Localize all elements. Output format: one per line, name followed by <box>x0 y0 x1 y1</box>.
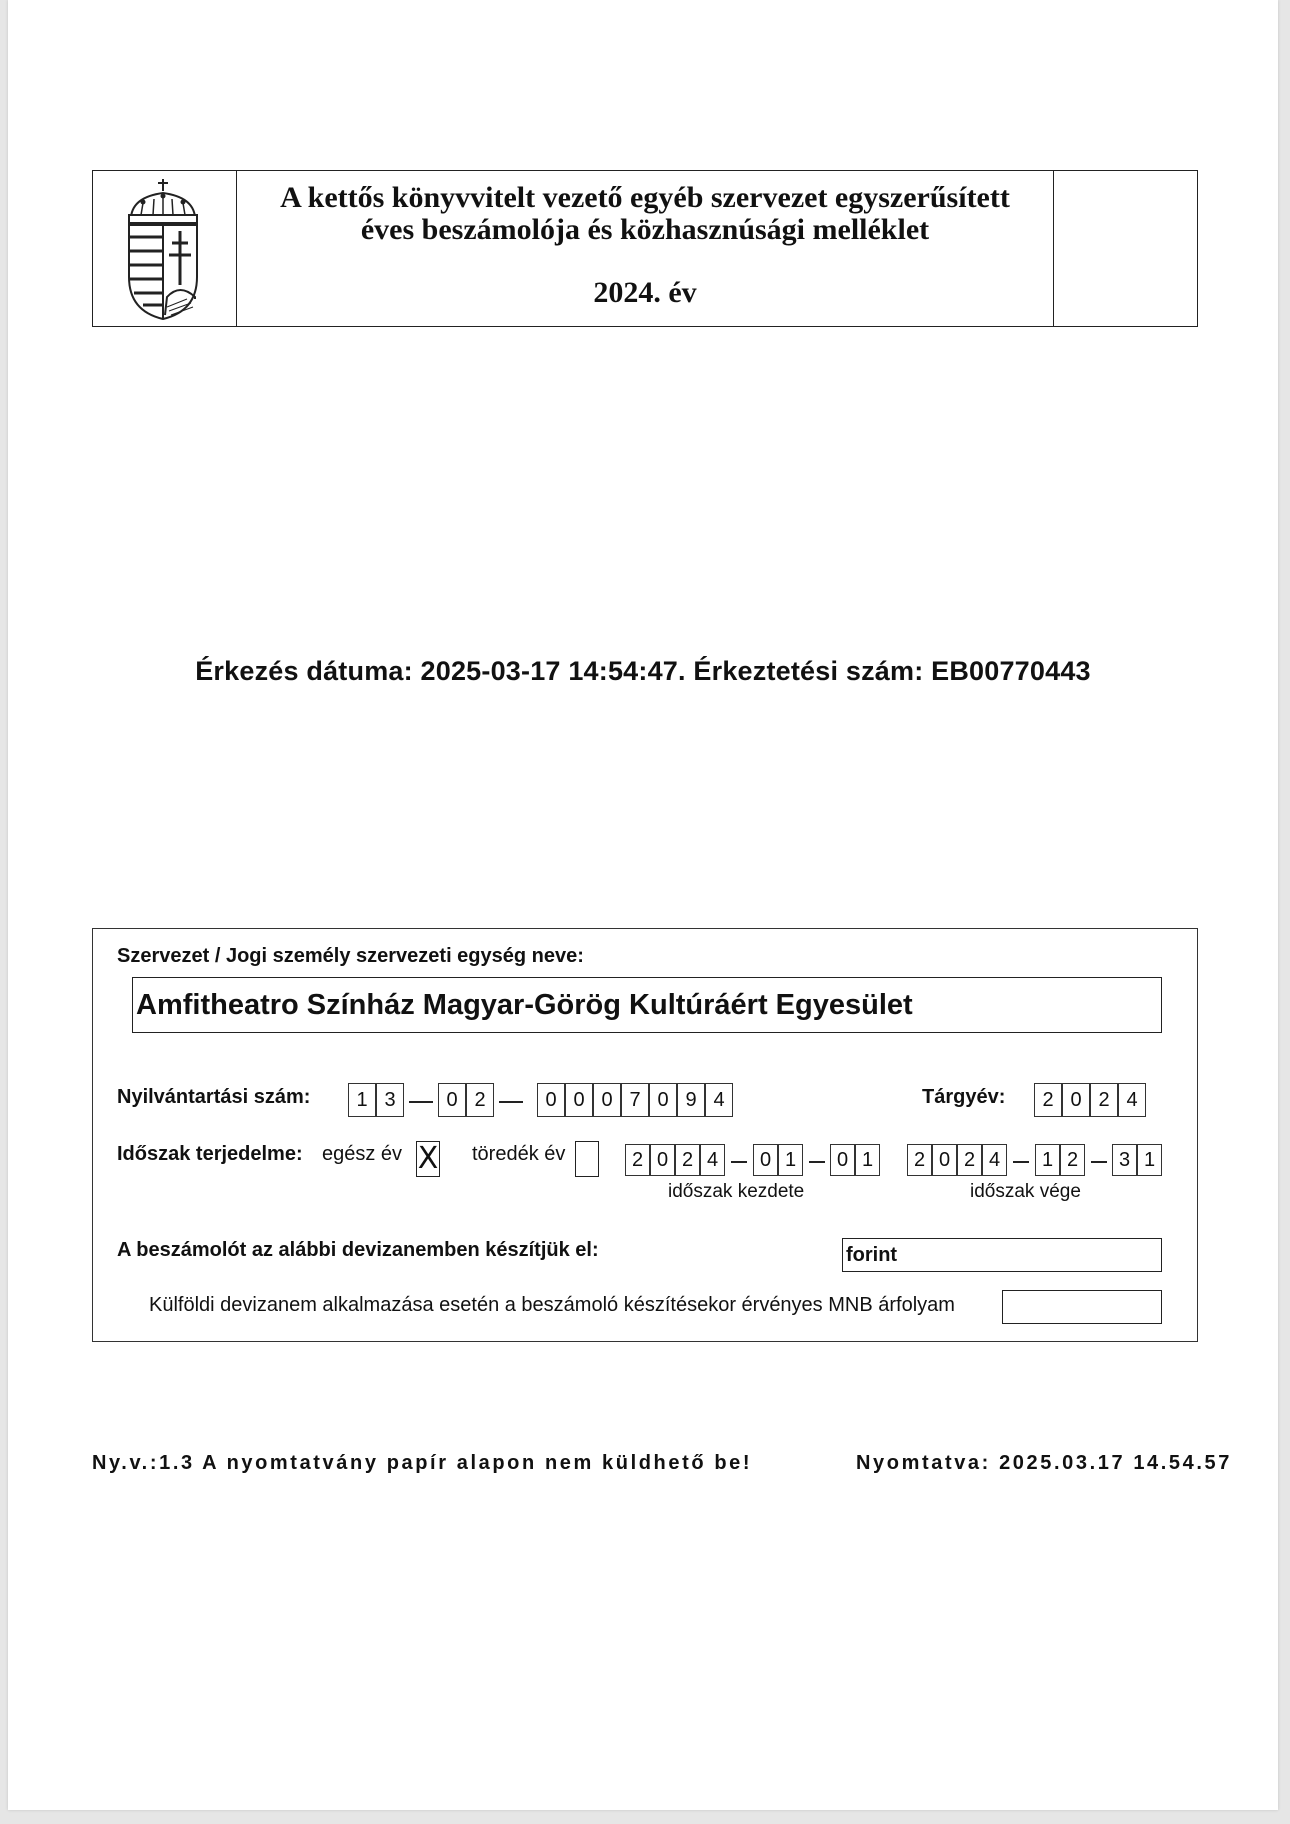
dash-separator <box>499 1101 523 1103</box>
year-digit: 2 <box>1090 1083 1118 1117</box>
reg-digit: 2 <box>466 1083 494 1117</box>
date-digit: 2 <box>625 1144 650 1176</box>
partial-year-checkbox[interactable] <box>575 1141 599 1177</box>
reg-digit: 3 <box>376 1083 404 1117</box>
period-label: Időszak terjedelme: <box>117 1143 303 1165</box>
title-line-2: éves beszámolója és közhasznúsági melléklet <box>360 213 930 246</box>
coat-of-arms-cell <box>93 171 237 326</box>
organization-form <box>92 928 1198 1342</box>
exchange-rate-label: Külföldi devizanem alkalmazása esetén a beszámoló készítésekor érvényes MNB árfolyam <box>149 1294 955 1316</box>
dash-separator <box>1013 1161 1029 1163</box>
header-title-cell <box>236 171 1054 326</box>
period-end-caption: időszak vége <box>970 1181 1081 1202</box>
date-digit: 1 <box>778 1144 803 1176</box>
org-name-field[interactable]: Amfitheatro Színház Magyar-Görög Kultúráért Egyesület <box>132 977 1162 1033</box>
exchange-rate-field[interactable] <box>1002 1290 1162 1324</box>
arrival-info: Érkezés dátuma: 2025-03-17 14:54:47. Érkeztetési szám: EB00770443 <box>195 656 1091 686</box>
date-digit: 1 <box>1137 1144 1162 1176</box>
whole-year-checkbox[interactable]: X <box>417 1141 439 1176</box>
reg-digit: 0 <box>438 1083 466 1117</box>
date-digit: 0 <box>830 1144 855 1176</box>
date-digit: 2 <box>957 1144 982 1176</box>
date-digit: 1 <box>855 1144 880 1176</box>
hungarian-coat-of-arms-icon <box>121 177 205 321</box>
registration-number-label: Nyilvántartási szám: <box>117 1086 311 1108</box>
reg-digit: 1 <box>348 1083 376 1117</box>
reg-digit: 0 <box>565 1083 593 1117</box>
form-header <box>92 170 1198 327</box>
reg-digit: 9 <box>677 1083 705 1117</box>
title-line-1: A kettős könyvvitelt vezető egyéb szervezet egyszerűsített <box>280 181 1010 214</box>
document-page <box>8 0 1278 1810</box>
subject-year-label: Tárgyév: <box>922 1086 1006 1108</box>
date-digit: 4 <box>982 1144 1007 1176</box>
date-digit: 3 <box>1112 1144 1137 1176</box>
date-digit: 2 <box>675 1144 700 1176</box>
org-name-label: Szervezet / Jogi személy szervezeti egység neve: <box>117 945 584 967</box>
reg-digit: 7 <box>621 1083 649 1117</box>
dash-separator <box>809 1161 825 1163</box>
report-year: 2024. év <box>593 276 697 309</box>
footer-form-version: Ny.v.:1.3 A nyomtatvány papír alapon nem küldhető be! <box>92 1452 753 1474</box>
period-start-caption: időszak kezdete <box>668 1181 805 1202</box>
date-digit: 2 <box>907 1144 932 1176</box>
year-digit: 4 <box>1118 1083 1146 1117</box>
dash-separator <box>409 1101 433 1103</box>
date-digit: 0 <box>650 1144 675 1176</box>
dash-separator <box>731 1161 747 1163</box>
reg-digit: 0 <box>649 1083 677 1117</box>
date-digit: 0 <box>932 1144 957 1176</box>
reg-digit: 0 <box>593 1083 621 1117</box>
date-digit: 2 <box>1060 1144 1085 1176</box>
reg-digit: 0 <box>537 1083 565 1117</box>
partial-year-label: töredék év <box>472 1143 566 1165</box>
currency-field[interactable]: forint <box>842 1238 1162 1272</box>
whole-year-label: egész év <box>322 1143 403 1165</box>
footer-printed-timestamp: Nyomtatva: 2025.03.17 14.54.57 <box>856 1452 1232 1474</box>
currency-label: A beszámolót az alábbi devizanemben készítjük el: <box>117 1239 599 1261</box>
year-digit: 2 <box>1034 1083 1062 1117</box>
reg-digit: 4 <box>705 1083 733 1117</box>
dash-separator <box>1091 1161 1107 1163</box>
header-empty-cell <box>1053 171 1197 326</box>
date-digit: 4 <box>700 1144 725 1176</box>
year-digit: 0 <box>1062 1083 1090 1117</box>
date-digit: 0 <box>753 1144 778 1176</box>
date-digit: 1 <box>1035 1144 1060 1176</box>
